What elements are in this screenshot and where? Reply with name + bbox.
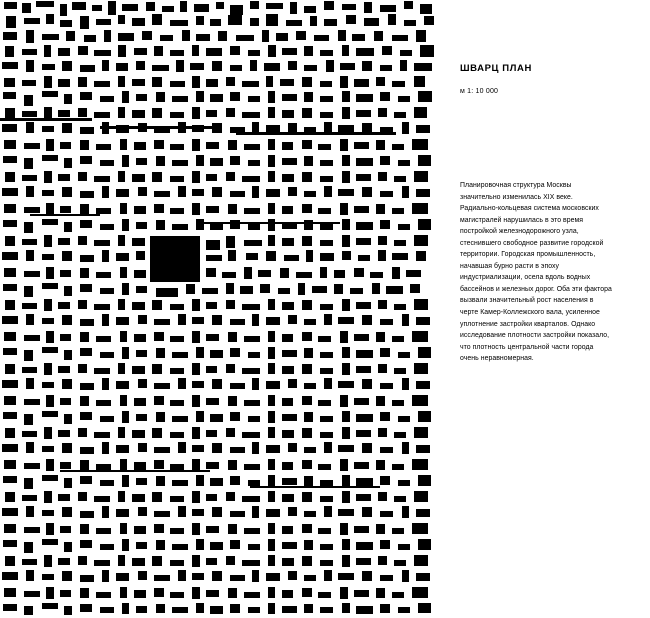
description-text <box>460 180 612 365</box>
page-title: ШВАРЦ ПЛАН <box>460 63 532 74</box>
scale-label: м 1: 10 000 <box>460 88 499 95</box>
text-panel <box>460 0 650 618</box>
description-paragraph: Планировочная структура Москвы значительно изменилась XIX веке. Радиально-кольцевая система московских магистралей нарушилась в это время постройкой железнодорожного узла, стеснившего свободное развитие городской территории. Городская промышленность, начавшая бурно расти в эпоху индустриализации, осела вдоль водных басcейнов и железных дорог. Оба эти фактора вызвали значительный рост населения в черте Камер-Коллежского вала, усиленное уплотнение застройки кварталов. Однако исследование плотности застройки показало, что плотность центральной части города очень неравномерная. <box>460 182 612 363</box>
